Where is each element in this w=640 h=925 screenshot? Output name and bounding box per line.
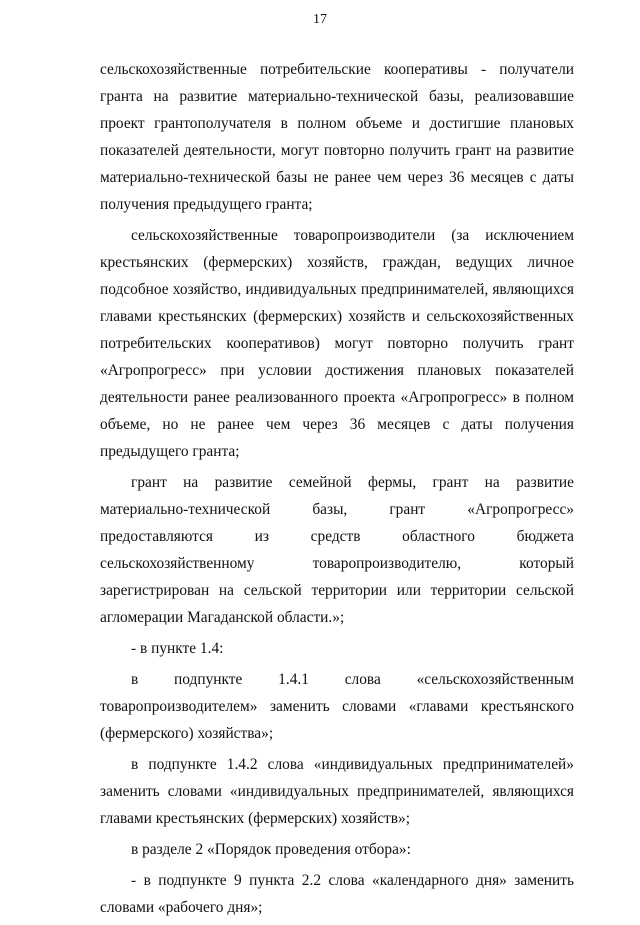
paragraph-producers-repeat-grant: сельскохозяйственные товаропроизводители (за исключением крестьянских (фермерских) хозяйств, граждан, ведущих личное подсобное хозяйство, индивидуальных предпринимателей, являющихся главами крестьянских (фермерских) хозяйств и сельскохозяйственных потребительских кооперативов) могут повторно получить грант «Агропрогресс» при условии достижения плановых показателей деятельности ранее реализованного проекта «Агропрогресс» в полном объеме, но не ранее чем через 36 месяцев с даты получения предыдущего гранта;	[100, 227, 574, 460]
paragraph-clause-1-4: - в пункте 1.4:	[131, 640, 224, 657]
paragraph-subclause-1-4-1: в подпункте 1.4.1 слова «сельскохозяйственным товаропроизводителем» заменить словами «главами крестьянского (фермерского) хозяйства»;	[100, 671, 574, 742]
page-number: 17	[313, 12, 327, 27]
paragraph-grant-funding-source: грант на развитие семейной фермы, грант на развитие материально-технической базы, грант «Агропрогресс» предоставляются из средств областного бюджета сельскохозяйственному товаропроизводителю, который зарегистрирован на сельской территории или территории сельской агломерации Магаданской области.»;	[100, 474, 574, 626]
document-body	[100, 56, 574, 925]
paragraph-subclause-1-4-2: в подпункте 1.4.2 слова «индивидуальных предпринимателей» заменить словами «индивидуальных предпринимателей, являющихся главами крестьянских (фермерских) хозяйств»;	[100, 756, 574, 827]
paragraph-cooperatives-repeat-grant: сельскохозяйственные потребительские кооперативы - получатели гранта на развитие материально-технической базы, реализовавшие проект грантополучателя в полном объеме и достигшие плановых показателей деятельности, могут повторно получить грант на развитие материально-технической базы не ранее чем через 36 месяцев с даты получения предыдущего гранта;	[100, 61, 574, 213]
paragraph-subclause-2-2-9: - в подпункте 9 пункта 2.2 слова «календарного дня» заменить словами «рабочего дня»;	[100, 872, 574, 916]
paragraph-section-2: в разделе 2 «Порядок проведения отбора»:	[131, 841, 411, 858]
